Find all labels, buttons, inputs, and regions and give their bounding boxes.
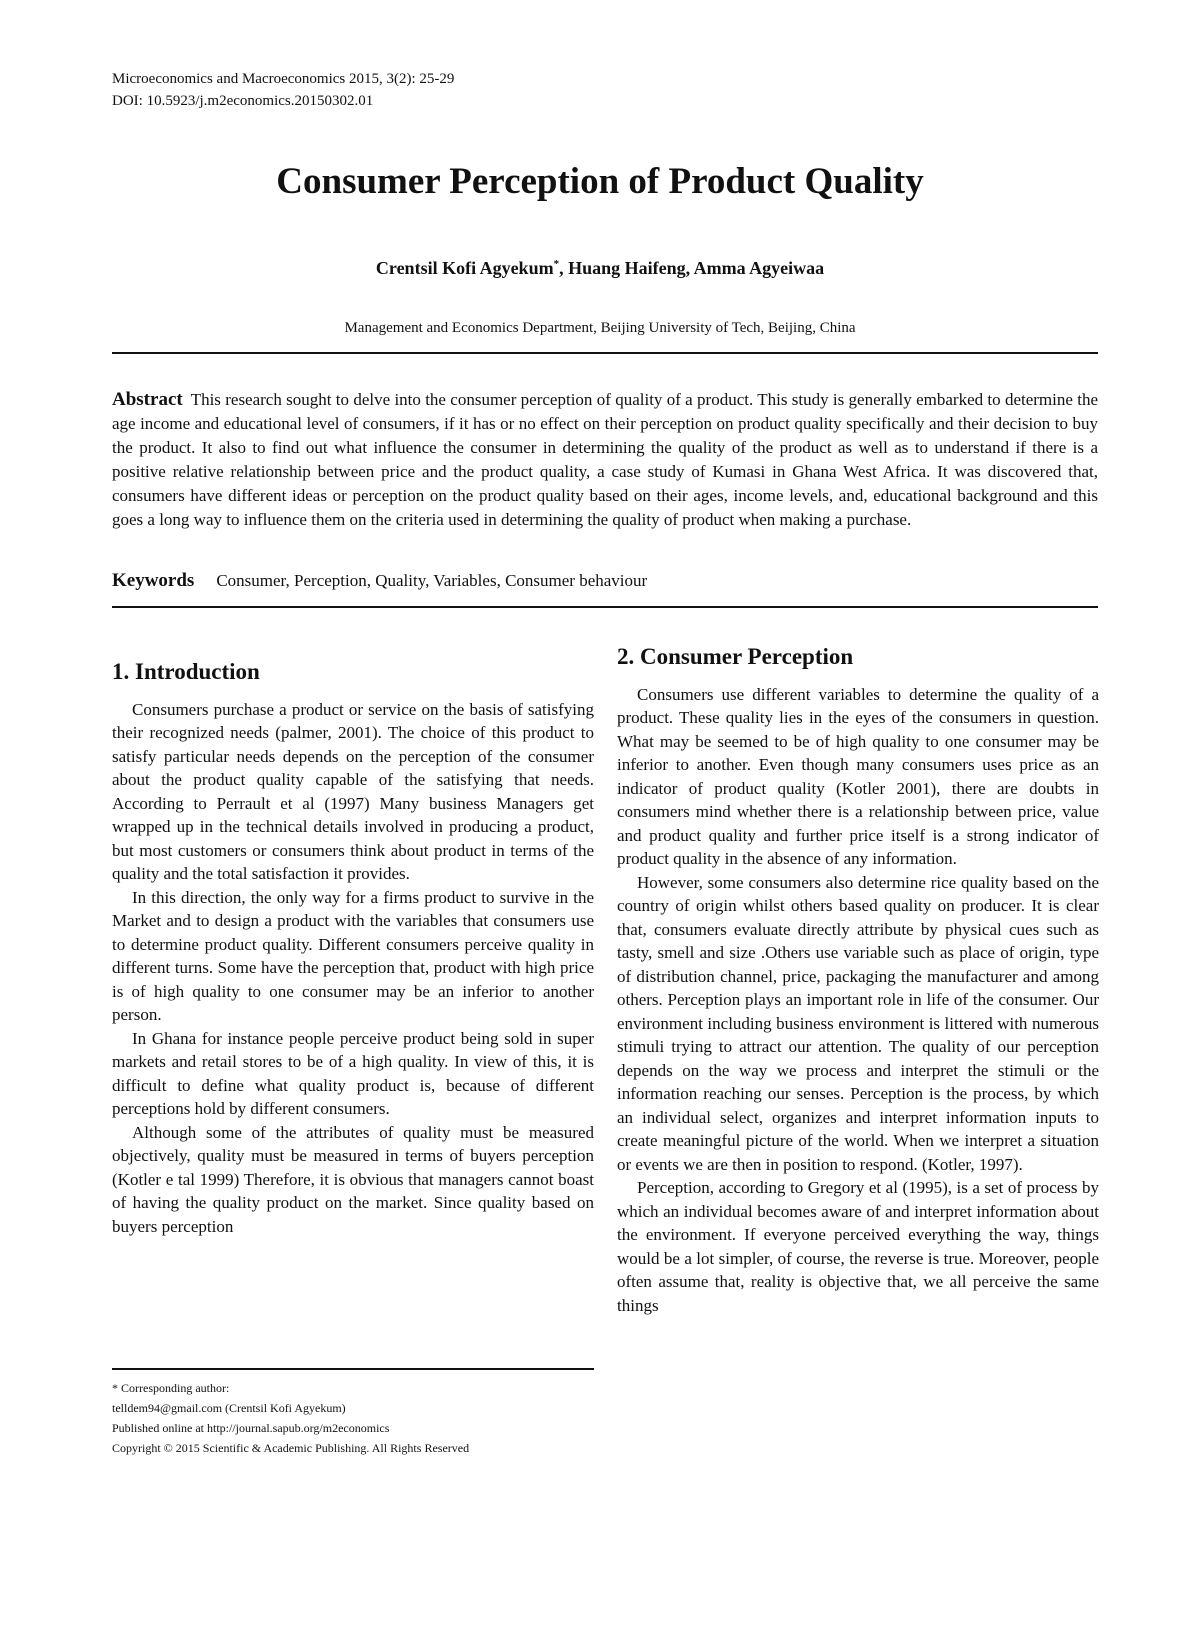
intro-paragraph: In Ghana for instance people perceive product being sold in super markets and retail stores to be of a high quality. In view of this, it is difficult to define what quality product is, because of different perceptions hold by different consumers. <box>112 1028 594 1118</box>
author-email: telldem94@gmail.com (Crentsil Kofi Agyekum) <box>112 1401 346 1415</box>
doi-line: DOI: 10.5923/j.m2economics.20150302.01 <box>112 93 374 109</box>
keywords <box>112 570 647 592</box>
paper-title: Consumer Perception of Product Quality <box>276 161 924 202</box>
bottom-rule <box>112 606 1098 608</box>
keywords-label: Keywords <box>112 570 195 591</box>
abstract-text: This research sought to delve into the consumer perception of quality of a product. This study is generally embarked to determine the age income and educational level of consumers, if it has or no effect on their perception on product quality specifically and their decision to buy the product. It also to find out what influence the consumer in determining the quality of the product as well as to understand if there is a positive relative relationship between price and the product quality, a case study of Kumasi in Ghana West Africa. It was discovered that, consumers have different ideas or perception on the product quality based on their ages, income levels, and, educational background and this goes a long way to influence them on the criteria used in determining the quality of product when making a purchase. <box>112 390 1098 529</box>
published-online: Published online at http://journal.sapub.org/m2economics <box>112 1421 390 1435</box>
intro-paragraph: In this direction, the only way for a firms product to survive in the Market and to design a product with the variables that consumers use to determine product quality. Different consumers perceive quality in different turns. Some have the perception that, product with high price is of high quality to one consumer may be an inferior to another person. <box>112 887 594 1024</box>
corresponding-author-label: * Corresponding author: <box>112 1381 230 1395</box>
consumer-perception-heading: 2. Consumer Perception <box>617 644 854 669</box>
keywords-text: Consumer, Perception, Quality, Variables, Consumer behaviour <box>216 571 648 590</box>
intro-paragraph: Consumers purchase a product or service on the basis of satisfying their recognized needs (palmer, 2001). The choice of this product to satisfy particular needs depends on the perception of the consumer about the product quality capable of the satisfying that needs. According to Perrault et al (1997) Many business Managers get wrapped up in the technical details involved in producing a product, but most customers or consumers think about product in terms of the quality and the total satisfaction it provides. <box>112 699 594 883</box>
perception-paragraph: However, some consumers also determine rice quality based on the country of origin whilst others based quality on producer. It is clear that, consumers evaluate directly attribute by physical cues such as tasty, smell and size .Others use variable such as place of origin, type of distribution channel, price, packaging the manufacturer and among others. Perception plays an important role in life of the consumer. Our environment including business environment is littered with numerous stimuli trying to attract our attention. The quality of our perception depends on the way we process and interpret the stimuli or the information reaching our senses. Perception is the process, by which an individual select, organizes and interpret information inputs to create meaningful picture of the world. When we interpret a situation or events we are then in position to respond. (Kotler, 1997). <box>617 872 1099 1174</box>
other-authors: , Huang Haifeng, Amma Agyeiwaa <box>559 258 825 278</box>
introduction-heading: 1. Introduction <box>112 659 260 684</box>
journal-citation: Microeconomics and Macroeconomics 2015, 3(2): 25-29 <box>112 71 455 87</box>
footnote-separator <box>112 1368 594 1370</box>
introduction-section <box>112 660 594 1238</box>
abstract <box>112 388 1098 532</box>
affiliation: Management and Economics Department, Beijing University of Tech, Beijing, China <box>344 320 856 336</box>
consumer-perception-section <box>617 645 1099 1317</box>
perception-paragraph: Perception, according to Gregory et al (1995), is a set of process by which an individual becomes aware of and interpret information about the environment. If everyone perceived everything the way, things would be a lot simpler, of course, the reverse is true. Moreover, people often assume that, reality is objective that, we all perceive the same things <box>617 1178 1099 1315</box>
perception-paragraph: Consumers use different variables to determine the quality of a product. These quality lies in the eyes of the consumers in question. What may be seemed to be of high quality to one consumer may be inferior to another. Even though many consumers uses price as an indicator of product quality (Kotler 2001), there are doubts in consumers mind whether there is a relationship between price, value and product quality and further price itself is a strong indicator of product quality in the absence of any information. <box>617 684 1099 868</box>
footnote-block <box>112 1368 594 1458</box>
abstract-label: Abstract <box>112 389 183 410</box>
author-list <box>0 258 1200 279</box>
intro-paragraph: Although some of the attributes of quality must be measured objectively, quality must be measured in terms of buyers perception (Kotler e tal 1999) Therefore, it is obvious that managers cannot boast of having the quality product on the market. Since quality based on buyers perception <box>112 1122 594 1236</box>
journal-header <box>112 68 454 112</box>
copyright-notice: Copyright © 2015 Scientific & Academic Publishing. All Rights Reserved <box>112 1441 470 1455</box>
corresponding-marker: * <box>553 258 560 270</box>
top-rule <box>112 352 1098 354</box>
first-author: Crentsil Kofi Agyekum <box>375 258 554 278</box>
